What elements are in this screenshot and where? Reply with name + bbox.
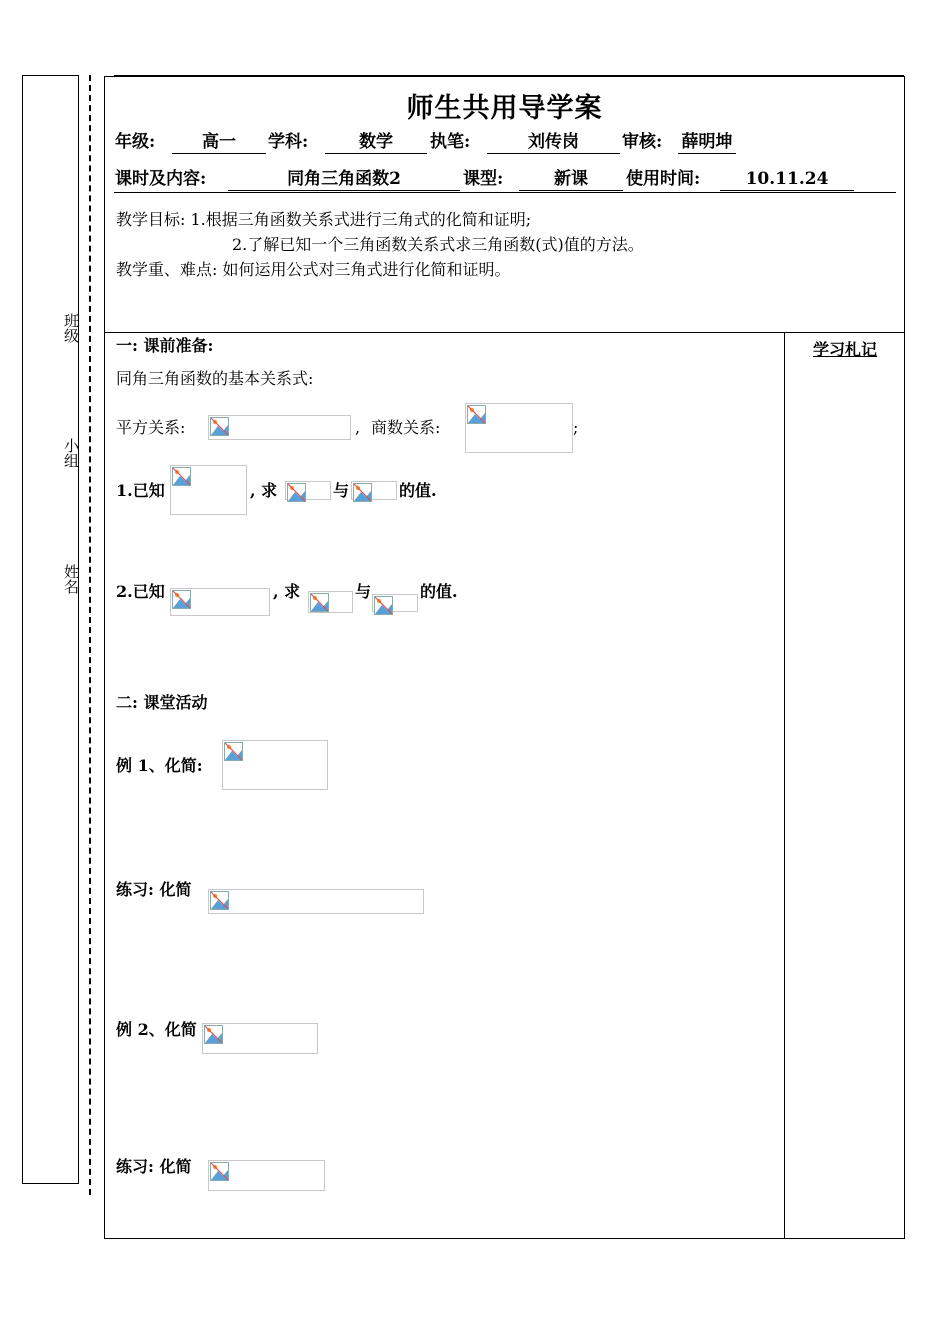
subject-value: 数学 [325, 131, 427, 154]
broken-image-icon [467, 405, 486, 424]
practice1-label: 练习: 化简 [116, 880, 192, 899]
author-label: 执笔: [430, 132, 471, 152]
section1-heading: 一: 课前准备: [116, 336, 214, 355]
subject-label: 学科: [268, 132, 309, 152]
q2-find: , 求 [273, 582, 301, 601]
broken-image-icon [172, 590, 191, 609]
author-value: 刘传岗 [487, 131, 620, 154]
page-title: 师生共用导学案 [406, 93, 603, 124]
key-points: 教学重、难点: 如何运用公式对三角式进行化简和证明。 [116, 260, 511, 279]
square-relation-label: 平方关系: [116, 418, 186, 437]
class-label: 班级 [62, 313, 80, 343]
broken-image-icon [353, 483, 372, 502]
formula-quotient-relation [465, 403, 573, 453]
header-rule [114, 192, 896, 193]
q2-and: 与 [355, 582, 372, 601]
broken-image-icon [210, 891, 229, 910]
q1-find: , 求 [250, 481, 278, 500]
q1-prefix: 1.已知 [116, 481, 165, 500]
formula-practice2 [208, 1160, 325, 1191]
grade-value: 高一 [172, 131, 266, 154]
broken-image-icon [210, 417, 229, 436]
broken-image-icon [210, 1162, 229, 1181]
formula-q2-target-b [372, 594, 418, 612]
broken-image-icon [224, 742, 243, 761]
date-value: 10.11.24 [720, 168, 854, 191]
lesson-value: 同角三角函数2 [228, 168, 460, 191]
broken-image-icon [310, 593, 329, 612]
lesson-label: 课时及内容: [115, 169, 207, 189]
cut-line [89, 75, 91, 1195]
notes-divider [784, 332, 785, 1238]
quotient-relation-label: 商数关系: [371, 418, 441, 437]
reviewer-label: 审核: [622, 132, 663, 152]
broken-image-icon [204, 1025, 223, 1044]
broken-image-icon [374, 596, 393, 615]
broken-image-icon [172, 467, 191, 486]
practice2-label: 练习: 化简 [116, 1157, 192, 1176]
q1-end: 的值. [399, 481, 437, 500]
q2-prefix: 2.已知 [116, 582, 165, 601]
objective-line-1: 教学目标: 1.根据三角函数关系式进行三角式的化简和证明; [116, 210, 532, 229]
type-value: 新课 [519, 168, 623, 191]
formula-q2-target-a [308, 591, 353, 613]
formula-square-relation [208, 415, 351, 440]
broken-image-icon [287, 483, 306, 502]
example2-label: 例 2、化简 [116, 1020, 197, 1039]
date-label: 使用时间: [626, 169, 701, 189]
comma: , [355, 418, 361, 437]
formula-example1 [222, 740, 328, 790]
q1-and: 与 [333, 481, 350, 500]
study-notes-title: 学习札记 [812, 340, 877, 359]
q2-end: 的值. [420, 582, 458, 601]
reviewer-value: 薛明坤 [678, 131, 736, 154]
type-label: 课型: [463, 169, 504, 189]
student-info-margin [22, 75, 79, 1184]
formula-q1-target-b [351, 481, 397, 500]
section2-heading: 二: 课堂活动 [116, 693, 208, 712]
formula-q1-given [170, 465, 247, 515]
section1-intro: 同角三角函数的基本关系式: [116, 369, 314, 388]
formula-practice1 [208, 889, 424, 914]
formula-q2-given [170, 588, 270, 616]
formula-example2 [202, 1023, 318, 1054]
example1-label: 例 1、化简: [116, 756, 203, 775]
name-label: 姓名 [62, 564, 80, 594]
formula-q1-target-a [285, 481, 331, 500]
semicolon: ; [573, 418, 579, 437]
objective-line-2: 2.了解已知一个三角函数关系式求三角函数(式)值的方法。 [232, 235, 644, 254]
grade-label: 年级: [115, 132, 156, 152]
group-label: 小组 [62, 438, 80, 468]
